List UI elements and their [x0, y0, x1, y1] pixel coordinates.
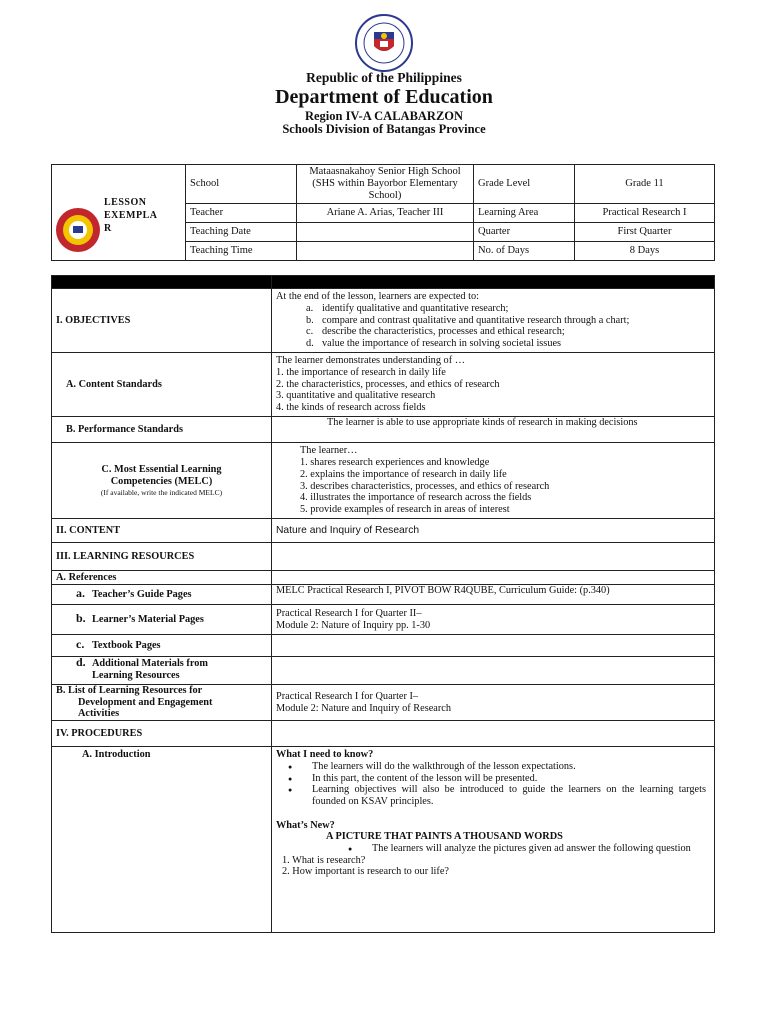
content-value: Nature and Inquiry of Research	[272, 519, 715, 543]
melc-note: (If available, write the indicated MELC)	[100, 487, 223, 497]
learning-resources-label: III. LEARNING RESOURCES	[52, 543, 272, 571]
need-heading: What I need to know?	[276, 749, 374, 761]
references-value	[272, 571, 715, 585]
list-resources-label-2: Development and Engagement	[78, 696, 213, 708]
objective-letter: c.	[306, 326, 314, 338]
objectives-cell	[272, 289, 715, 353]
objectives-intro: At the end of the lesson, learners are expected to:	[276, 291, 479, 303]
introduction-cell	[272, 747, 715, 933]
introduction-label: A. Introduction	[52, 747, 272, 933]
division-name: Schools Division of Batangas Province	[282, 122, 486, 136]
days-value: 8 Days	[575, 242, 715, 261]
school-value: Mataasnakahoy Senior High School (SHS within Bayorbor Elementary School)	[297, 165, 474, 204]
objective-item	[306, 303, 710, 315]
question-list	[276, 855, 706, 878]
content-standards-label: A. Content Standards	[52, 353, 272, 417]
objective-item	[306, 315, 710, 327]
objective-text: value the importance of research in solving societal issues	[322, 338, 562, 350]
lm-value-2: Module 2: Nature of Inquiry pp. 1-30	[276, 619, 431, 631]
school-label: School	[186, 165, 297, 204]
activity-bullet: ● The learners will analyze the pictures given ad answer the following question	[360, 843, 706, 855]
objectives-label: I. OBJECTIVES	[52, 289, 272, 353]
learners-material-value	[272, 605, 715, 635]
objective-letter: d.	[306, 338, 314, 350]
melc-line: 1. shares research experiences and knowledge	[300, 457, 490, 469]
grade-level-value: Grade 11	[575, 165, 715, 204]
lesson-plan-table	[51, 275, 715, 933]
teachers-guide-value: MELC Practical Research I, PIVOT BOW R4QUBE, Curriculum Guide: (p.340)	[272, 585, 715, 605]
procedures-label: IV. PROCEDURES	[52, 721, 272, 747]
melc-label-cell	[52, 443, 272, 519]
objective-item	[306, 326, 710, 338]
objectives-list	[276, 303, 710, 350]
textbook-value	[272, 635, 715, 657]
melc-line: 4. illustrates the importance of research across the fields	[300, 492, 532, 504]
objective-text: compare and contrast qualitative and quantitative research through a chart;	[322, 314, 630, 326]
lm-value-1: Practical Research I for Quarter II–	[276, 607, 422, 619]
content-standard-line: 3. quantitative and qualitative research	[276, 390, 436, 402]
references-label: A. References	[52, 571, 272, 585]
objective-letter: a.	[306, 302, 314, 314]
objective-letter: b.	[306, 314, 314, 326]
grade-level-label: Grade Level	[474, 165, 575, 204]
list-resources-label-3: Activities	[78, 708, 120, 720]
performance-standards-value: The learner is able to use appropriate kinds of research in making decisions	[272, 417, 715, 443]
question-item: 1. What is research?	[282, 854, 366, 866]
days-label: No. of Days	[474, 242, 575, 261]
learning-resources-value	[272, 543, 715, 571]
activity-bullet-list	[276, 843, 706, 855]
teaching-time-value	[297, 242, 474, 261]
question-item: 2. How important is research to our life?	[282, 866, 449, 878]
deped-seal-logo	[347, 14, 421, 72]
school-logo-icon	[55, 207, 101, 253]
melc-cell	[272, 443, 715, 519]
lesson-info-table	[51, 164, 715, 261]
list-value-2: Module 2: Nature and Inquiry of Research	[276, 702, 451, 714]
country-name: Republic of the Philippines	[306, 70, 462, 85]
teachers-guide-label-cell	[52, 585, 272, 605]
textbook-label-cell	[52, 635, 272, 657]
additional-materials-label-2: Learning Resources	[92, 669, 180, 681]
list-value-1: Practical Research I for Quarter I–	[276, 690, 419, 702]
additional-materials-label-cell	[52, 657, 272, 685]
objective-text: describe the characteristics, processes and ethical research;	[322, 326, 565, 338]
header-bar-right	[272, 276, 715, 289]
tg-letter: a.	[76, 586, 85, 601]
new-heading: What’s New?	[276, 819, 335, 831]
lm-letter: b.	[76, 611, 86, 626]
content-standard-line: 4. the kinds of research across fields	[276, 402, 426, 414]
learners-material-label: Learner’s Material Pages	[92, 614, 204, 626]
teaching-date-label: Teaching Date	[186, 223, 297, 242]
textbook-label: Textbook Pages	[92, 640, 161, 652]
content-standard-line: The learner demonstrates understanding of …	[276, 355, 465, 367]
teacher-label: Teacher	[186, 204, 297, 223]
content-standard-line: 2. the characteristics, processes, and ethics of research	[276, 378, 500, 390]
learning-area-value: Practical Research I	[575, 204, 715, 223]
objective-item	[306, 338, 710, 350]
teacher-value: Ariane A. Arias, Teacher III	[297, 204, 474, 223]
content-standard-line: 1. the importance of research in daily life	[276, 366, 446, 378]
melc-line: The learner…	[300, 445, 358, 457]
region-name: Region IV-A CALABARZON	[304, 109, 464, 123]
need-bullet-list	[276, 761, 706, 808]
need-bullet-item: ● Learning objectives will also be introduced to guide the learners on the learning targets founded on KSAV principles.	[300, 784, 706, 807]
lesson-exemplar-title: LESSON EXEMPLA R	[104, 197, 157, 234]
department-title: Department of Education	[275, 86, 493, 108]
am-letter: d.	[76, 655, 86, 669]
teaching-time-label: Teaching Time	[186, 242, 297, 261]
quarter-label: Quarter	[474, 223, 575, 242]
need-bullet-item: ● In this part, the content of the lesson will be presented.	[300, 773, 706, 785]
additional-materials-label-1: Additional Materials from	[92, 658, 208, 669]
performance-standards-label: B. Performance Standards	[52, 417, 272, 443]
additional-materials-value	[272, 657, 715, 685]
melc-line: 5. provide examples of research in areas of interest	[300, 503, 510, 515]
lesson-exemplar-cell	[52, 165, 186, 261]
content-standards-cell	[272, 353, 715, 417]
melc-line: 2. explains the importance of research in daily life	[300, 468, 507, 480]
header-bar-left	[52, 276, 272, 289]
learners-material-label-cell	[52, 605, 272, 635]
learning-area-label: Learning Area	[474, 204, 575, 223]
procedures-value	[272, 721, 715, 747]
teaching-date-value	[297, 223, 474, 242]
activity-title: A PICTURE THAT PAINTS A THOUSAND WORDS	[326, 831, 563, 843]
melc-line: 3. describes characteristics, processes, and ethics of research	[300, 480, 550, 492]
list-resources-label-1: B. List of Learning Resources for	[56, 685, 203, 696]
list-resources-label-cell	[52, 685, 272, 721]
tb-letter: c.	[76, 637, 85, 652]
melc-label: C. Most Essential Learning Competencies (MELC)	[101, 464, 222, 487]
need-bullet-item: ● The learners will do the walkthrough of the lesson expectations.	[300, 761, 706, 773]
list-resources-value	[272, 685, 715, 721]
quarter-value: First Quarter	[575, 223, 715, 242]
objective-text: identify qualitative and quantitative research;	[322, 302, 509, 314]
teachers-guide-label: Teacher’s Guide Pages	[92, 589, 192, 601]
content-label: II. CONTENT	[52, 519, 272, 543]
